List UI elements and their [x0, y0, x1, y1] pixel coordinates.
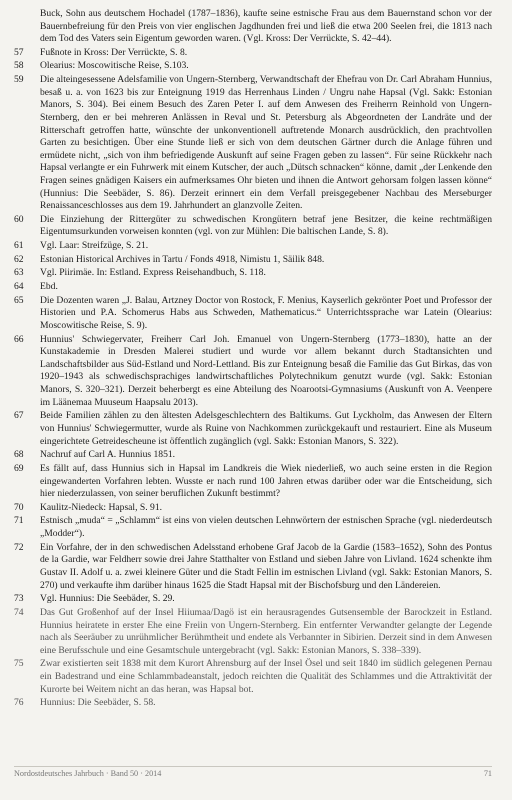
footnote-item — [14, 254, 492, 267]
footnote-number: 58 — [14, 60, 24, 72]
footnote-item — [14, 240, 492, 253]
footnote-text: Das Gut Großenhof auf der Insel Hiiumaa/Dagö ist ein herausragendes Gutsensemble der Barockzeit in Estland. Hunnius heiratete in erster Ehe eine Freiin von Ungern-Sternberg. Ein entfernter Verwandter gelangte der Legende nach als Seeräuber zu unrühmlicher Berühmtheit und endete als Verbannter in Sibirien. Derzeit sind in dem Anwesen eine Berufsschule und eine Gesamtschule untergebracht (vgl. Sakk: Estonian Manors, S. 338–339). — [40, 606, 492, 656]
footnote-text: Die Dozenten waren „J. Balau, Artzney Doctor von Rostock, F. Menius, Kayserlich gekrönter Poet und Professor der Historien und P.A. Schomerus Habs aus Schweden, Mathematicus.“ Unterrichtssprache war Latein (Olearius: Moscowitische Reise, S. 9). — [40, 294, 492, 331]
footnote-number: 66 — [14, 333, 24, 345]
footnote-number: 76 — [14, 697, 24, 709]
footnote-item — [14, 515, 492, 540]
footnote-number: 60 — [14, 213, 24, 225]
footnote-item — [14, 334, 492, 410]
continued-footnote-text: Buck, Sohn aus deutschem Hochadel (1787–1836), kaufte seine estnische Frau aus dem Bauernstand schon vor der Bauernbefreiung für den Preis von vier englischen Jagdhunden frei und ließ die etwa 200 Seelen frei, die 1813 nach dem Tod des Vaters sein Eigentum geworden waren. (Vgl. Kross: Der Verrückte, S. 42–44). — [40, 8, 492, 45]
footnote-number: 64 — [14, 281, 24, 293]
footnote-number: 75 — [14, 658, 24, 670]
footnote-text: Kaulitz-Niedeck: Hapsal, S. 91. — [40, 501, 163, 513]
footnote-text: Estnisch „muda“ = „Schlamm“ ist eins von vielen deutschen Lehnwörtern der estnischen Sprache (vgl. niederdeutsch „Modder“). — [40, 515, 492, 540]
footnote-item — [14, 281, 492, 294]
footnote-text: Zwar existierten seit 1838 mit dem Kurort Ahrensburg auf der Insel Ösel und seit 1840 im südlich gelegenen Pernau ein Badestrand und eine Schlammbadeanstalt, jedoch reichten die Qualität des Schlammes und die Attraktivität der Kurorte bei Weitem nicht an das heran, was Hapsal bot. — [40, 658, 492, 695]
footnote-text: Ein Vorfahre, der in den schwedischen Adelsstand erhobene Graf Jacob de la Gardie (1583–1652), Sohn des Pontus de la Gardie, war Feldherr sowie drei Jahre Statthalter von Estland und sieben Jahre von Livland. 1624 schenkte ihm Gustav II. Adolf u. a. zwei kleinere Güter und die Stadt Fellin im estnischen Livland (vgl. Sakk: Estonian Manors, S. 270) und verkaufte ihm darüber hinaus 1625 die Stadt Hapsal mit der Bischofsburg und den Ländereien. — [40, 541, 492, 591]
footnote-item — [14, 60, 492, 73]
footnote-text: Hunnius' Schwiegervater, Freiherr Carl Joh. Emanuel von Ungern-Sternberg (1773–1830), hatte an der Kunstakademie in Dresden Malerei studiert und wurde vor allem bekannt durch Stadtansichten und Landschaftsbilder aus Süd-Estland und Nord-Lettland. Bis zur Enteignung besaß die Familie das Gut Birkas, das von 1920–1943 als schwedischsprachiges landwirtschaftliches Polytechnikum genutzt wurde (vgl. Sakk: Estonian Manors, S. 320–321). Derzeit beherbergt es eine Abteilung des Noarootsi-Gymnasiums (Auskunft von A. Veenpere im Läänemaa Muuseum Haapsalu 2013). — [40, 333, 492, 408]
footnote-number: 59 — [14, 74, 24, 86]
footnote-number: 57 — [14, 46, 24, 58]
footnote-item — [14, 542, 492, 592]
footnote-text: Ebd. — [40, 281, 58, 293]
footnote-number: 65 — [14, 294, 24, 306]
footnote-item — [14, 502, 492, 515]
footnote-text: Die alteingesessene Adelsfamilie von Ungern-Sternberg, Verwandtschaft der Ehefrau von Dr. Carl Abraham Hunnius, besaß u. a. von 1623 bis zur Enteignung 1919 das Herrenhaus Linden / Ungru nahe Hapsal (Vgl. Sakk: Estonian Manors, S. 304). Bei einem Besuch des Zaren Peter I. auf dem Anwesen des Freiherrn Reinhold von Ungern-Sternberg, den er bei mehreren Anlässen in Reval und St. Petersburg als Abgeordneten der Landräte und der Ritterschaft getroffen hatte, wünschte der unkonventionell auftretende Monarch ausdrücklich, den prachtvollen Garten zu besichtigen. Über eine Stunde ließ er sich von dem deutschen Gärtner durch die Anlage führen und ermüdete nicht, „sich von ihm befriedigende Auskunft auf seine Fragen geben zu lassen“. Für seine Rückkehr nach Hapsal verlangte er ein Fuhrwerk mit einem Kutscher, der auch „Dütsch schnacken“ könne, damit „der Lenkende den Fragen seines gnädigen Kaisers ein aufmerksames Ohr bieten und ihnen die Antwort gehorsam folgen lassen könne“ (Hunnius: Die Seebäder, S. 86). Derzeit erinnert ein dem Verfall preisgegebener Nachbau des Merseburger Renaissanceschlosses aus dem 19. Jahrhundert an glanzvolle Zeiten. — [40, 74, 492, 212]
page-number: 71 — [483, 769, 492, 778]
footnote-item — [14, 658, 492, 696]
footnote-number: 61 — [14, 240, 24, 252]
footnote-number: 72 — [14, 541, 24, 553]
footnote-item — [14, 607, 492, 657]
footer-journal-line: Nordostdeutsches Jahrbuch · Band 50 · 2014 — [14, 769, 162, 778]
footnote-number: 74 — [14, 606, 24, 618]
footnote-text: Nachruf auf Carl A. Hunnius 1851. — [40, 449, 176, 461]
footnote-item — [14, 214, 492, 239]
footnote-text: Vgl. Piirimäe. In: Estland. Express Reisehandbuch, S. 118. — [40, 267, 266, 279]
footnote-item — [14, 295, 492, 333]
footnote-list — [14, 47, 492, 710]
footnote-number: 71 — [14, 515, 24, 527]
footnote-number: 70 — [14, 501, 24, 513]
footnote-number: 63 — [14, 267, 24, 279]
footnote-item — [14, 267, 492, 280]
footnote-item — [14, 593, 492, 606]
footnote-text: Estonian Historical Archives in Tartu / Fonds 4918, Nimistu 1, Säilik 848. — [40, 253, 325, 265]
footnote-item — [14, 47, 492, 60]
footnote-text: Fußnote in Kross: Der Verrückte, S. 8. — [40, 46, 188, 58]
footnote-text: Die Einziehung der Rittergüter zu schwedischen Krongütern betraf jene Besitzer, die keine rechtmäßigen Eigentumsurkunden vorweisen konnten (vgl. von zur Mühlen: Die baltischen Lande, S. 8). — [40, 213, 492, 238]
footnote-text: Beide Familien zählen zu den ältesten Adelsgeschlechtern des Baltikums. Gut Lyckholm, das Anwesen der Eltern von Hunnius' Schwiegermutter, wurde als Ruine von Nachkommen zurückgekauft und restauriert. Eine als Museum eingerichtete Getreidescheune ist öffentlich zugänglich (vgl. Sakk: Estonian Manors, S. 322). — [40, 410, 492, 447]
footnote-number: 69 — [14, 462, 24, 474]
footnote-item — [14, 463, 492, 501]
footnote-text: Vgl. Laar: Streifzüge, S. 21. — [40, 240, 149, 252]
footnote-item — [14, 449, 492, 462]
footnote-text: Olearius: Moscowitische Reise, S.103. — [40, 60, 189, 72]
footnote-text: Es fällt auf, dass Hunnius sich in Hapsal im Landkreis die Wiek niederließ, wo auch seine ersten in die Region eingewanderten Vorfahren lebten. Wusste er nach rund 100 Jahren etwas darüber oder war die Entscheidung, sich hier niederzulassen, von seiner beruflichen Zukunft bestimmt? — [40, 462, 492, 500]
footnote-item — [14, 697, 492, 710]
footnote-item — [14, 410, 492, 448]
footnote-number: 67 — [14, 410, 24, 422]
footnote-text: Vgl. Hunnius: Die Seebäder, S. 29. — [40, 593, 175, 605]
footnote-number: 68 — [14, 449, 24, 461]
footnote-item — [14, 74, 492, 213]
page-footer — [14, 766, 492, 778]
footnote-number: 62 — [14, 253, 24, 265]
footnote-text: Hunnius: Die Seebäder, S. 58. — [40, 697, 156, 709]
footnote-number: 73 — [14, 593, 24, 605]
